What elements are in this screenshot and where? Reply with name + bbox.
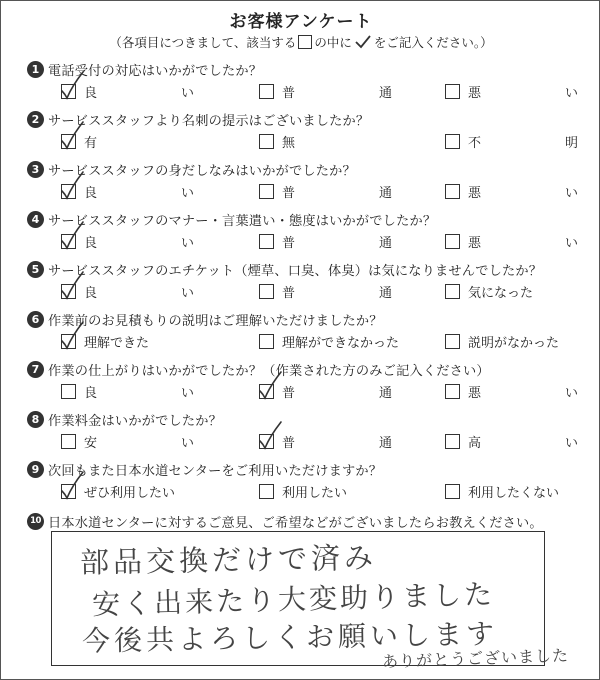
handwritten-comment-line: 部品交換だけで済み xyxy=(79,540,378,580)
checkbox[interactable] xyxy=(445,284,460,299)
option-q6-1[interactable] xyxy=(61,332,149,350)
checkbox[interactable] xyxy=(445,434,460,449)
checkmark-icon xyxy=(59,76,83,100)
option-q6-3[interactable] xyxy=(445,332,559,350)
question-text: 作業料金はいかがでしたか？ xyxy=(48,413,223,429)
checkbox-checked[interactable] xyxy=(61,284,76,299)
question-10 xyxy=(27,511,589,531)
option-label: 安い xyxy=(84,435,194,451)
question-number-badge: 8 xyxy=(27,411,44,428)
option-q4-2[interactable] xyxy=(259,232,392,250)
option-q4-1[interactable] xyxy=(61,232,194,250)
checkmark-icon xyxy=(59,326,83,350)
checkbox-checked[interactable] xyxy=(61,84,76,99)
option-label: 良い xyxy=(84,385,194,401)
option-label: 悪い xyxy=(468,385,578,401)
option-q9-1[interactable] xyxy=(61,482,175,500)
checkbox[interactable] xyxy=(259,134,274,149)
option-label: 良い xyxy=(84,235,194,251)
checkbox-checked[interactable] xyxy=(61,234,76,249)
checkmark-icon xyxy=(354,35,372,49)
option-q8-2[interactable] xyxy=(259,432,392,450)
question-text: 作業の仕上がりはいかがでしたか？（作業された方のみご記入ください） xyxy=(48,363,490,379)
checkbox-checked[interactable] xyxy=(259,384,274,399)
question-1 xyxy=(27,59,589,109)
option-q1-3[interactable] xyxy=(445,82,578,100)
instruction-middle: の中に xyxy=(314,35,352,50)
question-8 xyxy=(27,409,589,459)
question-text: サービススタッフより名刺の提示はございましたか？ xyxy=(48,113,370,129)
question-6 xyxy=(27,309,589,359)
option-label: 普通 xyxy=(282,285,392,301)
option-label: 高い xyxy=(468,435,578,451)
checkbox[interactable] xyxy=(445,234,460,249)
option-q8-3[interactable] xyxy=(445,432,578,450)
question-text: サービススタッフの身だしなみはいかがでしたか？ xyxy=(48,163,356,179)
checkmark-icon xyxy=(59,126,83,150)
option-q9-3[interactable] xyxy=(445,482,559,500)
instruction-after: をご記入ください。） xyxy=(373,35,493,50)
option-q2-2[interactable] xyxy=(259,132,295,150)
checkbox-checked[interactable] xyxy=(61,184,76,199)
form-title: お客様アンケート xyxy=(229,12,373,32)
option-label: ぜひ利用したい xyxy=(84,485,176,501)
option-q6-2[interactable] xyxy=(259,332,399,350)
question-number-badge: 6 xyxy=(27,311,44,328)
option-label: 不明 xyxy=(468,135,578,151)
option-label: 悪い xyxy=(468,185,578,201)
option-label: 有 xyxy=(84,135,98,151)
option-q2-1[interactable] xyxy=(61,132,97,150)
option-q3-2[interactable] xyxy=(259,182,392,200)
option-label: 普通 xyxy=(282,235,392,251)
option-label: 利用したい xyxy=(282,485,348,501)
checkbox-checked[interactable] xyxy=(259,434,274,449)
option-label: 無 xyxy=(282,135,296,151)
checkbox[interactable] xyxy=(445,384,460,399)
handwritten-comment-line: ありがとうございました xyxy=(381,645,570,672)
checkbox-checked[interactable] xyxy=(61,134,76,149)
option-q5-1[interactable] xyxy=(61,282,194,300)
checkbox[interactable] xyxy=(259,184,274,199)
question-number-badge: 5 xyxy=(27,261,44,278)
option-q1-1[interactable] xyxy=(61,82,194,100)
option-q7-1[interactable] xyxy=(61,382,194,400)
option-label: 理解できた xyxy=(84,335,150,351)
option-label: 良い xyxy=(84,185,194,201)
question-number-badge: 10 xyxy=(27,513,44,530)
question-number-badge: 4 xyxy=(27,211,44,228)
checkbox-checked[interactable] xyxy=(61,334,76,349)
question-2 xyxy=(27,109,589,159)
option-label: 気になった xyxy=(468,285,534,301)
checkmark-icon xyxy=(59,276,83,300)
question-text: 電話受付の対応はいかがでしたか？ xyxy=(48,63,263,79)
question-9 xyxy=(27,459,589,509)
question-4 xyxy=(27,209,589,259)
checkmark-icon xyxy=(257,376,281,400)
option-q9-2[interactable] xyxy=(259,482,347,500)
checkbox[interactable] xyxy=(445,184,460,199)
option-label: 普通 xyxy=(282,385,392,401)
instruction-before: （各項目につきまして、該当する xyxy=(109,35,297,50)
option-q1-2[interactable] xyxy=(259,82,392,100)
option-label: 良い xyxy=(84,85,194,101)
checkmark-icon xyxy=(59,476,83,500)
option-q5-2[interactable] xyxy=(259,282,392,300)
checkbox[interactable] xyxy=(259,234,274,249)
option-label: 良い xyxy=(84,285,194,301)
comment-textarea[interactable] xyxy=(51,531,570,672)
option-q7-3[interactable] xyxy=(445,382,578,400)
question-number-badge: 1 xyxy=(27,61,44,78)
question-3 xyxy=(27,159,589,209)
option-label: 普通 xyxy=(282,435,392,451)
checkbox[interactable] xyxy=(259,334,274,349)
checkbox[interactable] xyxy=(61,384,76,399)
checkbox-checked[interactable] xyxy=(61,484,76,499)
checkbox[interactable] xyxy=(61,434,76,449)
checkmark-icon xyxy=(59,176,83,200)
checkbox[interactable] xyxy=(445,484,460,499)
option-label: 理解ができなかった xyxy=(282,335,400,351)
instruction-text xyxy=(1,33,600,51)
question-number-badge: 9 xyxy=(27,461,44,478)
checkmark-icon xyxy=(59,226,83,250)
question-text: 日本水道センターに対するご意見、ご希望などがございましたらお教えください。 xyxy=(48,515,543,531)
option-label: 悪い xyxy=(468,235,578,251)
checkbox[interactable] xyxy=(259,84,274,99)
checkbox[interactable] xyxy=(259,284,274,299)
checkbox[interactable] xyxy=(445,84,460,99)
option-label: 利用したくない xyxy=(468,485,560,501)
handwritten-comment-line: 安く出来たり大変助りました xyxy=(91,577,496,622)
question-text: 次回もまた日本水道センターをご利用いただけますか？ xyxy=(48,463,383,479)
question-number-badge: 2 xyxy=(27,111,44,128)
option-q8-1[interactable] xyxy=(61,432,194,450)
question-7 xyxy=(27,359,589,409)
question-text: 作業前のお見積もりの説明はご理解いただけましたか？ xyxy=(48,313,383,329)
option-q3-3[interactable] xyxy=(445,182,578,200)
question-text: サービススタッフのマナー・言葉遣い・態度はいかがでしたか？ xyxy=(48,213,437,229)
checkbox[interactable] xyxy=(259,484,274,499)
option-q4-3[interactable] xyxy=(445,232,578,250)
option-label: 普通 xyxy=(282,185,392,201)
question-number-badge: 7 xyxy=(27,361,44,378)
option-q2-3[interactable] xyxy=(445,132,578,150)
option-q7-2[interactable] xyxy=(259,382,392,400)
option-label: 悪い xyxy=(468,85,578,101)
checkbox[interactable] xyxy=(445,334,460,349)
question-5 xyxy=(27,259,589,309)
question-number-badge: 3 xyxy=(27,161,44,178)
checkbox[interactable] xyxy=(445,134,460,149)
option-q3-1[interactable] xyxy=(61,182,194,200)
handwritten-comment-line: 今後共よろしくお願いします xyxy=(81,617,499,658)
question-text: サービススタッフのエチケット（煙草、口臭、体臭）は気になりませんでしたか？ xyxy=(48,263,543,279)
sample-checkbox-icon xyxy=(298,35,312,49)
option-label: 普通 xyxy=(282,85,392,101)
checkmark-icon xyxy=(257,426,281,450)
option-label: 説明がなかった xyxy=(468,335,560,351)
option-q5-3[interactable] xyxy=(445,282,533,300)
